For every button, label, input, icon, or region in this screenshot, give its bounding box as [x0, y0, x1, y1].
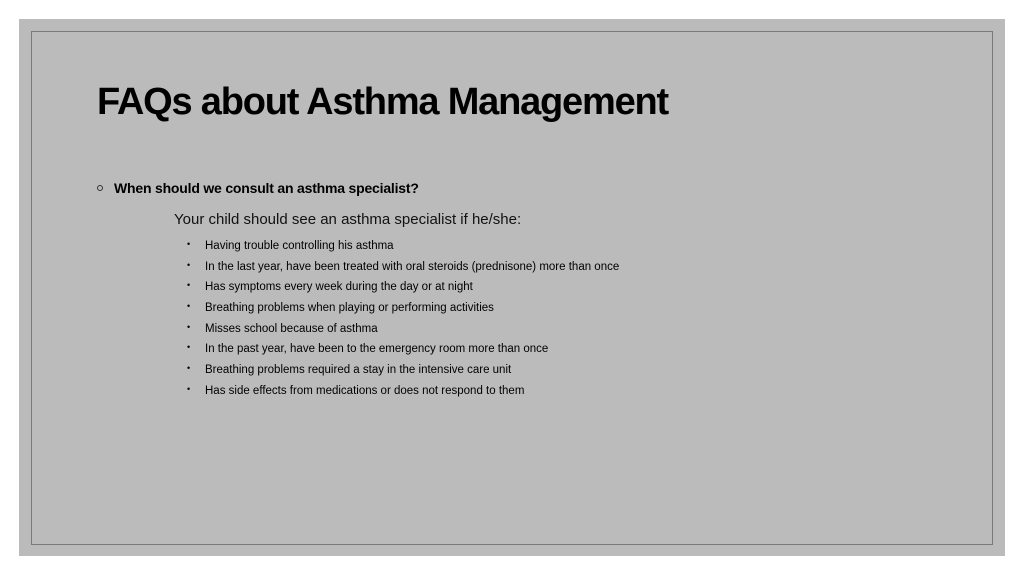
bullet-icon: •: [187, 301, 191, 312]
bullet-icon: •: [187, 259, 191, 270]
criteria-list: [187, 239, 619, 405]
list-item-text: Breathing problems when playing or performing activities: [205, 302, 494, 315]
bullet-icon: •: [187, 342, 191, 353]
list-item: [187, 342, 619, 363]
bullet-icon: •: [187, 280, 191, 291]
question-item: [97, 180, 419, 196]
list-item: [187, 384, 619, 405]
list-item: [187, 260, 619, 281]
list-item-text: Misses school because of asthma: [205, 322, 378, 335]
bullet-icon: •: [187, 239, 191, 249]
list-item-text: Breathing problems required a stay in the intensive care unit: [205, 364, 512, 377]
question-text: When should we consult an asthma specialist?: [114, 180, 419, 196]
intro-text: Your child should see an asthma specialist if he/she:: [174, 211, 522, 228]
list-item-text: Has symptoms every week during the day or at night: [205, 281, 473, 294]
bullet-icon: •: [187, 383, 191, 394]
list-item-text: In the past year, have been to the emergency room more than once: [205, 343, 549, 356]
slide: [19, 19, 1005, 556]
slide-title: FAQs about Asthma Management: [97, 81, 668, 123]
list-item: [187, 363, 619, 384]
hollow-bullet-icon: [97, 185, 103, 191]
bullet-icon: •: [187, 321, 191, 332]
list-item: [187, 301, 619, 322]
list-item: [187, 239, 619, 260]
list-item-text: Has side effects from medications or does not respond to them: [205, 384, 525, 397]
list-item-text: Having trouble controlling his asthma: [205, 240, 394, 252]
bullet-icon: •: [187, 363, 191, 374]
list-item: [187, 280, 619, 301]
list-item: [187, 322, 619, 343]
list-item-text: In the last year, have been treated with oral steroids (prednisone) more than once: [205, 260, 620, 273]
